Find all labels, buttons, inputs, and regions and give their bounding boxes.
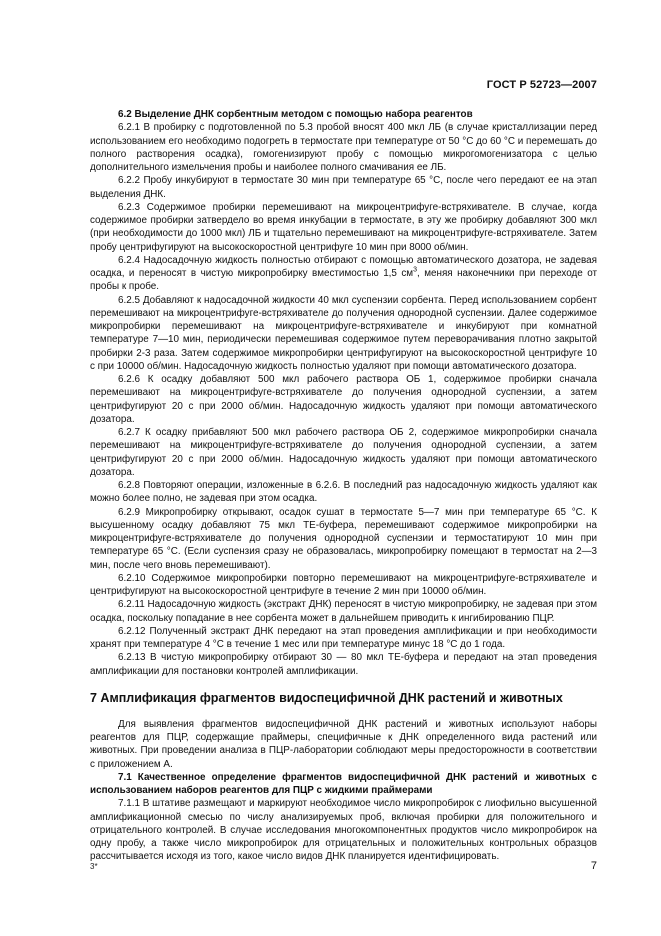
paragraph-6-2-7: 6.2.7 К осадку прибавляют 500 мкл рабочего раствора ОБ 2, содержимое микропробирки сначала перемешивают на микроцентрифуге-встряхивателе до получения однородной суспензии, а затем центрифугируют 20 с при 2000 об/мин. Надосадочную жидкость удаляют при помощи автоматического дозатора. [90,427,597,478]
document-body [90,108,597,864]
paragraph-6-2-13: 6.2.13 В чистую микропробирку отбирают 30 — 80 мкл ТЕ-буфера и передают на этап проведения амплификации для постановки контролей амплификации. [90,652,597,677]
paragraph-6-2-12: 6.2.12 Полученный экстракт ДНК передают на этап проведения амплификации и при необходимости хранят при температуре 4 °С в течение 1 мес или при температуре минус 18 °С до 1 года. [90,625,597,650]
signature-mark: 3* [90,862,98,871]
paragraph-6-2-10: 6.2.10 Содержимое микропробирки повторно перемешивают на микроцентрифуге-встряхивателе и центрифугируют на высокоскоростной центрифуге в течение 2 мин при 10000 об/мин. [90,572,597,597]
paragraph-6-2-5: 6.2.5 Добавляют к надосадочной жидкости 40 мкл суспензии сорбента. Перед использованием сорбент перемешивают на микроцентрифуге-встряхивателе до получения однородной суспензии. Далее содержимое микропробирки перемешивают на микроцентрифуге-встряхивателе и инкубируют при комнатной температуре 7—10 мин, периодически перемешивая содержимое путем переворачивания плотно закрытой пробирки 2-3 раза. Затем содержимое микропробирки центрифугируют на высокоскоростной центрифуге 10 с при 10000 об/мин. Надосадочную жидкость полностью удаляют при помощи автоматического дозатора. [90,294,597,372]
section-7-heading: 7 Амплификация фрагментов видоспецифичной ДНК растений и животных [90,690,563,705]
paragraph-6-2-3: 6.2.3 Содержимое пробирки перемешивают на микроцентрифуге-встряхивателе. В случае, когда содержимое пробирки затвердело во время инкубации в термостате, в эту же пробирку добавляют 300 мкл (при необходимости до 1000 мкл) ЛБ и тщательно перемешивают на микроцентрифуге-встряхивателе. Затем пробу центрифугируют на высокоскоростной центрифуге 10 мин при 8000 об/мин. [90,201,597,253]
paragraph-6-2-8: 6.2.8 Повторяют операции, изложенные в 6.2.6. В последний раз надосадочную жидкость удаляют как можно более полно, не задевая при этом осадка. [90,480,597,505]
paragraph-6-2-11: 6.2.11 Надосадочную жидкость (экстракт ДНК) переносят в чистую микропробирку, не задевая при этом осадка, поскольку попадание в нее сорбента может в дальнейшем приводить к ингибированию ПЦР. [90,599,597,624]
standard-header: ГОСТ Р 52723—2007 [486,79,597,91]
paragraph-6-2-9: 6.2.9 Микропробирку открывают, осадок сушат в термостате 5—7 мин при температуре 65 °С. К высушенному осадку добавляют 75 мкл ТЕ-буфера, перемешивают содержимое микропробирки на микроцентрифуге-встряхивателе до получения однородной суспензии и термостатируют 10 мин при температуре 65 °С. (Если суспензия сразу не образовалась, микропробирку помещают в термостат на 2—3 мин, после чего вновь перемешивают). [90,506,597,571]
paragraph-6-2-4-text-b: , меняя наконечники при переходе от пробы к пробе. [90,268,597,293]
page-number: 7 [590,860,597,872]
paragraph-6-2-1: 6.2.1 В пробирку с подготовленной по 5.3 пробой вносят 400 мкл ЛБ (в случае кристаллизации перед использованием его необходимо подогреть в термостате при температуре от 50 °С до 60 °С и перемешать до полного растворения осадка), гомогенизируют пробу с помощью микрогомогенизатора с целью дополнительного измельчения пробы и наиболее полного смачивания ее ЛБ. [90,122,597,173]
paragraph-7-1-1: 7.1.1 В штативе размещают и маркируют необходимое число микропробирок с лиофильно высушенной амплификационной смесью по числу анализируемых проб, включая пробирки для положительного и отрицательного контролей. В случае исследования многокомпонентных продуктов число микропробирок на одну пробу, а также число микропробирок для отрицательных и положительных контрольных образцов рассчитывается исходя из того, какое число видов ДНК планируется идентифицировать. [90,798,597,863]
section-6-2-heading: 6.2 Выделение ДНК сорбентным методом с помощью набора реагентов [118,109,473,120]
paragraph-6-2-4-text-a: 6.2.4 Надосадочную жидкость полностью отбирают с помощью автоматического дозатора, не задевая осадка, и переносят в чистую микропробирку вместимостью 1,5 см [90,254,597,279]
section-7-intro: Для выявления фрагментов видоспецифичной ДНК растений и животных используют наборы реагентов для ПЦР, содержащие праймеры, специфичные к ДНК определенного вида растений или животных. При проведении анализа в ПЦР-лаборатории соблюдают меры предосторожности в соответствии с приложением А. [90,718,597,770]
superscript-three: 3 [413,266,418,274]
section-7-1-heading: 7.1 Качественное определение фрагментов видоспецифичной ДНК растений и животных с использованием наборов реагентов для ПЦР с жидкими праймерами [90,771,597,796]
paragraph-6-2-4 [90,254,597,294]
paragraph-6-2-6: 6.2.6 К осадку добавляют 500 мкл рабочего раствора ОБ 1, содержимое пробирки сначала перемешивают на микроцентрифуге-встряхивателе до получения однородной суспензии, а затем центрифугируют 20 с при 2000 об/мин. Надосадочную жидкость удаляют при помощи автоматического дозатора. [90,374,597,425]
paragraph-6-2-2: 6.2.2 Пробу инкубируют в термостате 30 мин при температуре 65 °С, после чего передают ее на этап выделения ДНК. [90,175,597,200]
